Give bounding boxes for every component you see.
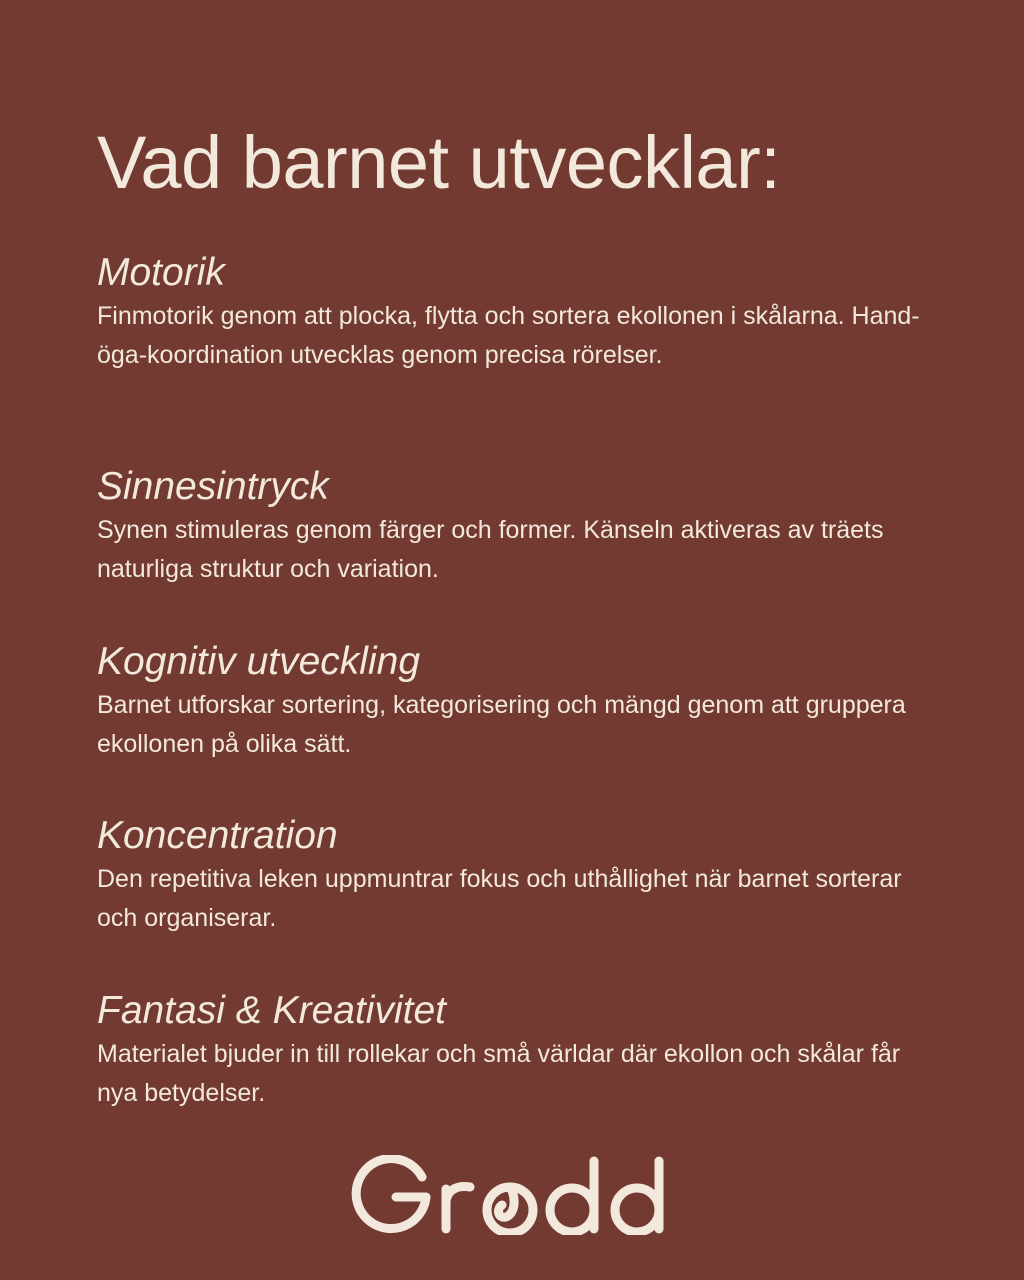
section-heading: Koncentration [97, 814, 338, 857]
section-text: Materialet bjuder in till rollekar och små världar där ekollon och skålar får nya betydelser. [97, 1040, 901, 1107]
section-koncentration [97, 814, 937, 938]
section-text: Den repetitiva leken uppmuntrar fokus och uthållighet när barnet sorterar och organiserar. [97, 865, 902, 932]
section-heading: Fantasi & Kreativitet [97, 989, 446, 1032]
section-heading: Kognitiv utveckling [97, 640, 421, 683]
grodd-logo [348, 1155, 676, 1235]
section-sinnesintryck [97, 465, 937, 589]
section-fantasi-kreativitet [97, 989, 937, 1113]
section-text: Synen stimuleras genom färger och former. Känseln aktiveras av träets naturliga struktur och variation. [97, 516, 884, 583]
section-motorik [97, 251, 937, 375]
section-text: Finmotorik genom att plocka, flytta och sortera ekollonen i skålarna. Hand-öga-koordination utvecklas genom precisa rörelser. [97, 302, 920, 369]
page-title: Vad barnet utvecklar: [97, 121, 781, 204]
section-text: Barnet utforskar sortering, kategorisering och mängd genom att gruppera ekollonen på olika sätt. [97, 691, 906, 758]
section-kognitiv-utveckling [97, 640, 937, 764]
section-heading: Sinnesintryck [97, 465, 329, 508]
section-heading: Motorik [97, 251, 225, 294]
